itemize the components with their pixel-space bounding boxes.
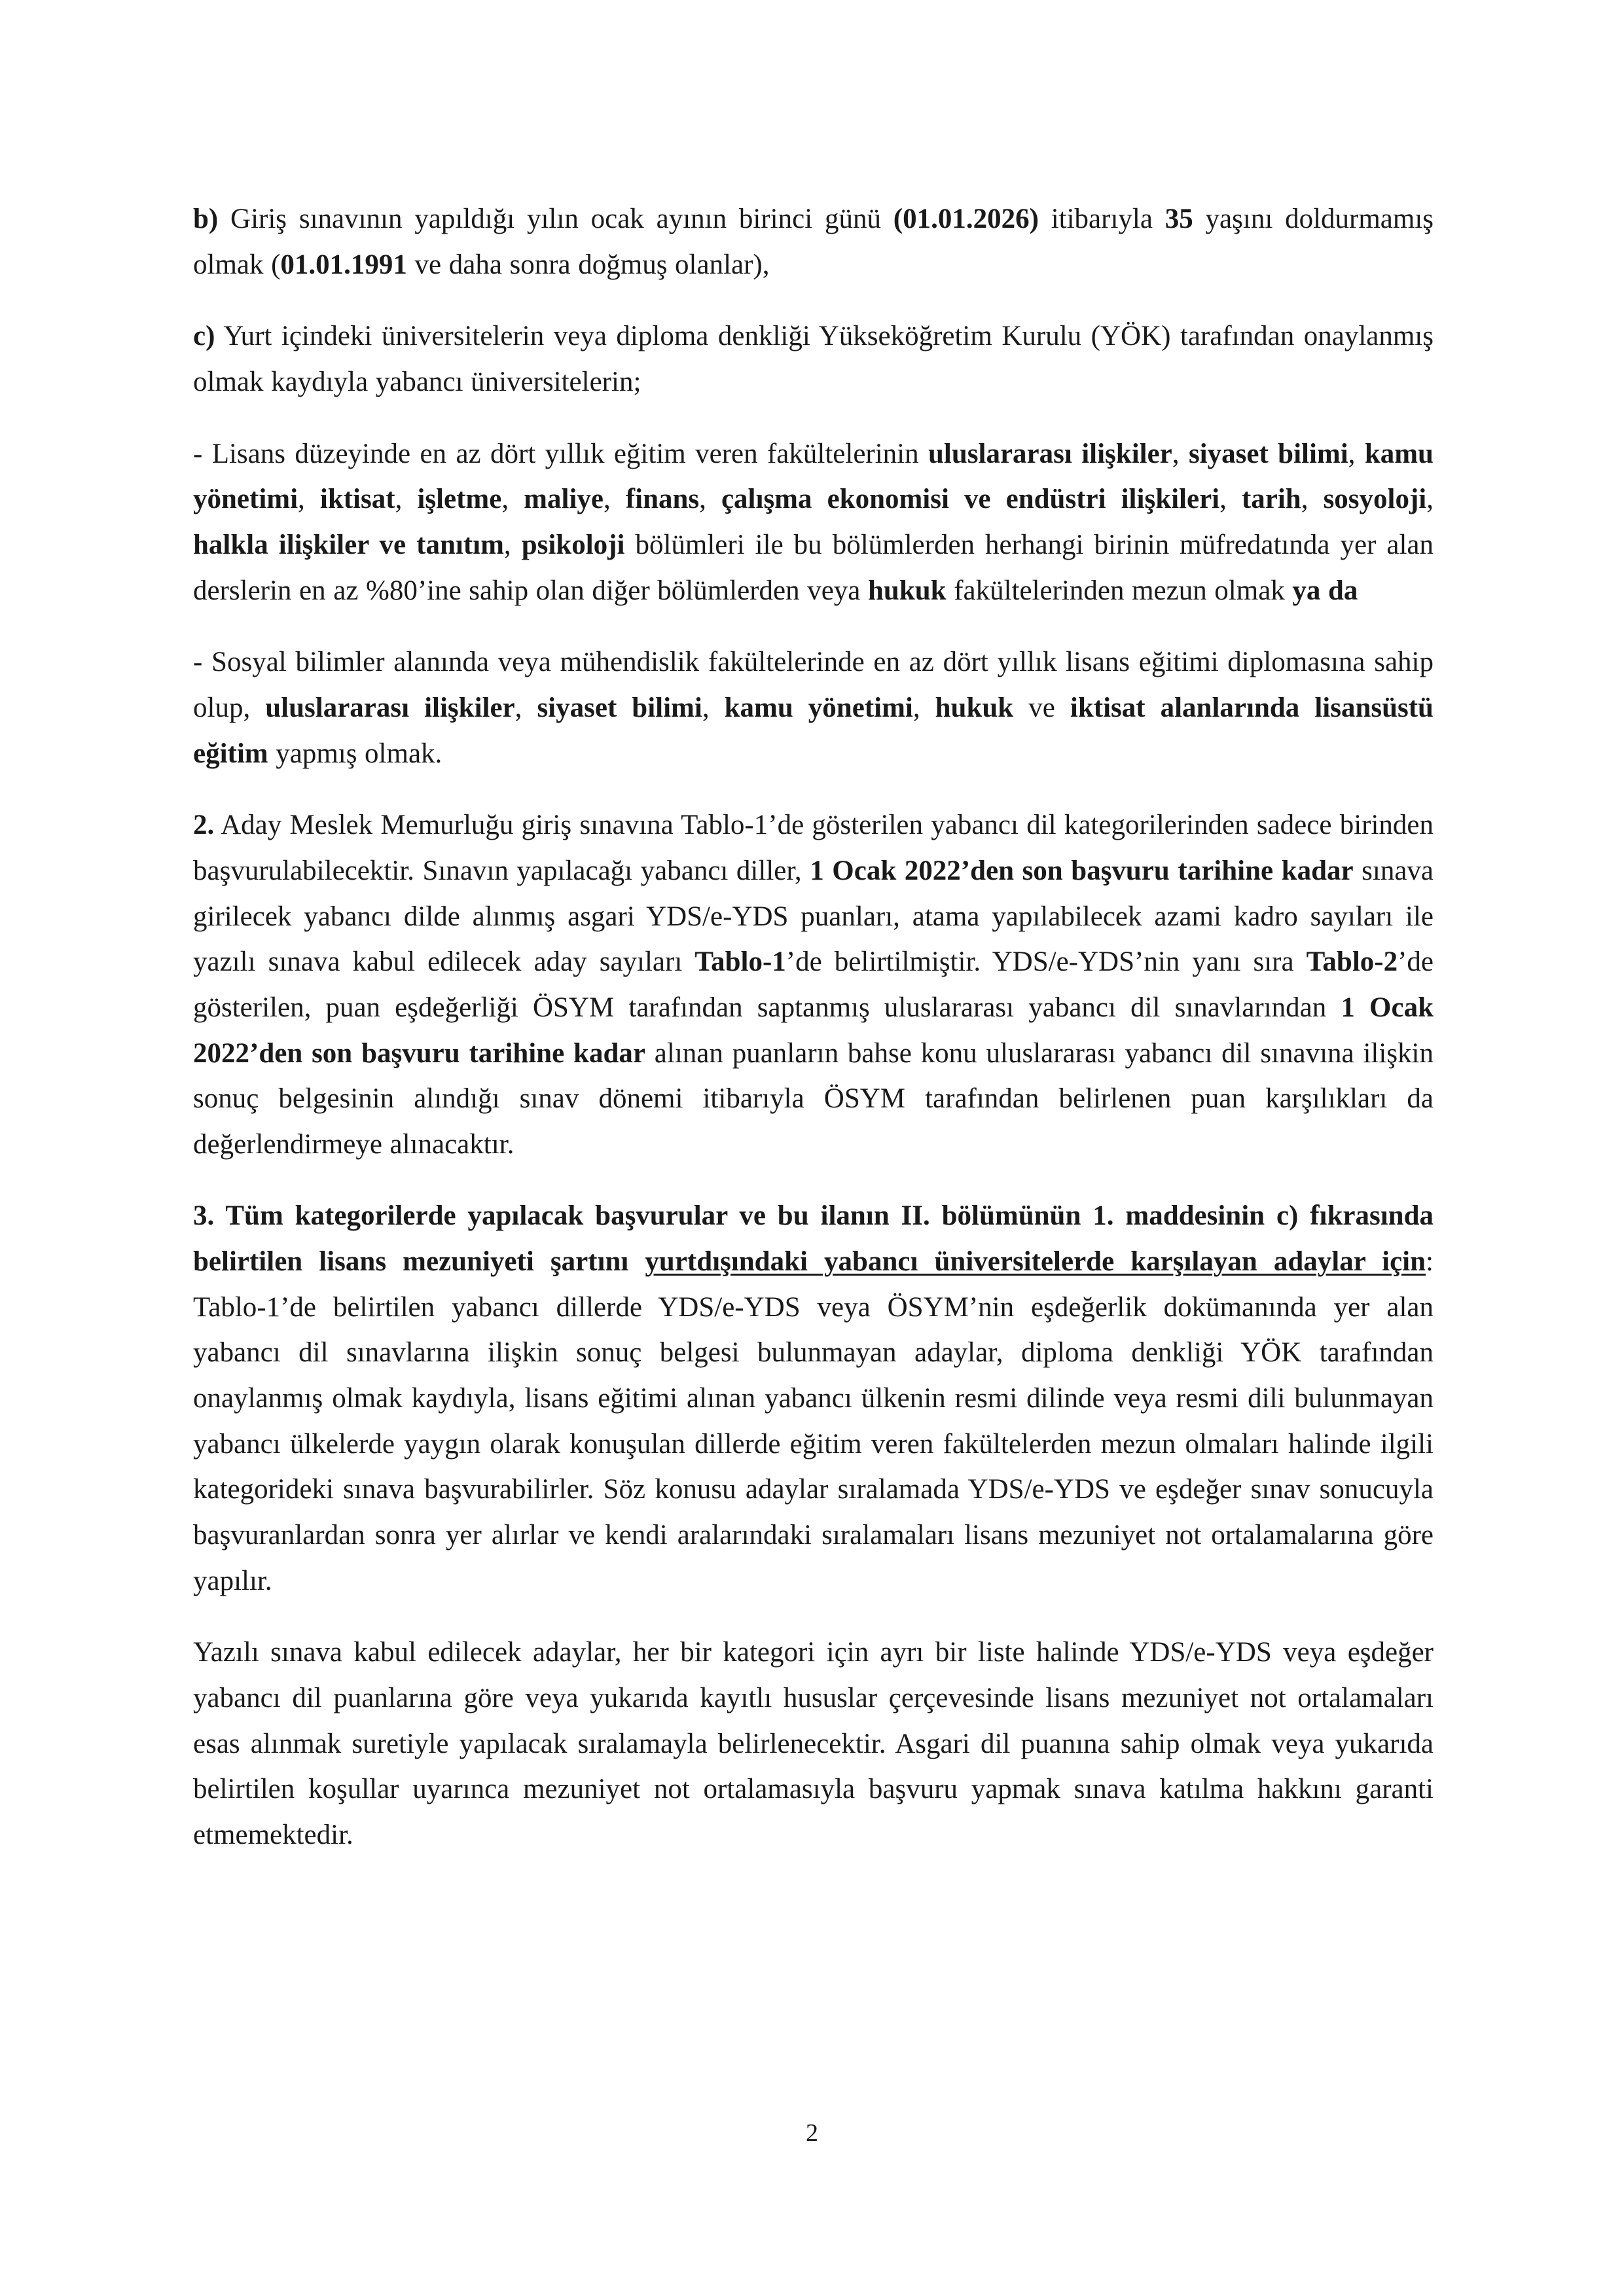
paragraph-item-2	[193, 802, 1434, 1167]
text-run: siyaset bilimi	[537, 692, 702, 723]
text-run: ve	[1013, 692, 1070, 723]
text-run: ,	[1301, 484, 1324, 515]
text-run: 35	[1164, 204, 1193, 234]
text-run: ,	[699, 484, 721, 515]
text-run: yapmış olmak.	[268, 738, 442, 769]
text-run: maliye	[524, 484, 604, 515]
text-run: siyaset bilimi	[1188, 438, 1348, 469]
paragraph-item-closing	[193, 1630, 1434, 1857]
text-run: bölümleri ile bu bölümlerden herhangi birinin müfredatında yer alan derslerin en az %80’ine sahip olan diğer bölümlerden veya	[193, 529, 1434, 606]
document-body	[193, 196, 1434, 1858]
text-run: ,	[912, 692, 935, 723]
text-run: 1 Ocak 2022’den son başvuru tarihine kadar	[810, 855, 1354, 886]
text-run: ,	[395, 484, 418, 515]
text-run: itibarıyla	[1038, 204, 1165, 234]
text-run: finans	[625, 484, 700, 515]
text-run: Giriş sınavının yapıldığı yılın ocak ayının birinci günü	[218, 204, 893, 234]
text-run: ,	[603, 484, 626, 515]
text-run: çalışma ekonomisi ve endüstri ilişkileri	[721, 484, 1220, 515]
text-run: alınan puanların bahse konu uluslararası yabancı dil sınavına ilişkin sonuç belgesinin alındığı sınav dönemi itibarıyla ÖSYM tarafından belirlenen puan karşılıkları da değerlendirmeye alınacaktır.	[193, 1037, 1434, 1160]
text-run: tarih	[1241, 484, 1301, 515]
page-number: 2	[806, 2119, 818, 2147]
text-run: 1 Ocak 2022’den son başvuru tarihine kadar	[193, 992, 1434, 1069]
paragraph-item-c-dash-1	[193, 431, 1434, 614]
text-run: iktisat	[319, 484, 395, 515]
text-run: yurtdışındaki yabancı üniversitelerde karşılayan adaylar için	[645, 1246, 1426, 1278]
text-run: hukuk	[868, 575, 947, 606]
text-run: psikoloji	[521, 529, 625, 560]
text-run: uluslararası ilişkiler	[928, 438, 1172, 469]
text-run: kamu yönetimi	[193, 438, 1434, 515]
text-run: ,	[702, 692, 725, 723]
text-run: kamu yönetimi	[724, 692, 913, 723]
text-run: sınava girilecek yabancı dilde alınmış asgari YDS/e-YDS puanları, atama yapılabilecek azami kadro sayıları ile yazılı sınava kabul edilecek aday sayıları	[193, 855, 1434, 978]
text-run: ya da	[1292, 575, 1358, 606]
text-run: ve daha sonra doğmuş olanlar),	[406, 249, 770, 280]
text-run: - Lisans düzeyinde en az dört yıllık eğitim veren fakültelerinin	[193, 438, 929, 469]
text-run: ,	[1348, 438, 1365, 469]
text-run: hukuk	[935, 692, 1014, 723]
text-run: ,	[298, 484, 320, 515]
text-run: ,	[1219, 484, 1242, 515]
text-run: yaşını doldurmamış olmak (	[193, 204, 1434, 280]
text-run: Tablo-1	[695, 946, 786, 978]
text-run: : Tablo-1’de belirtilen yabancı dillerde YDS/e-YDS veya ÖSYM’nin eşdeğerlik dokümanında yer alan yabancı dil sınavlarına ilişkin sonuç belgesi bulunmayan adaylar, diploma denkliği YÖK tarafından onaylanmış olmak kaydıyla, lisans eğitimi alınan yabancı ülkenin resmi dilinde veya resmi dili bulunmayan yabancı ülkelerde yaygın olarak konuşulan dillerde eğitim veren fakültelerden mezun olmaları halinde ilgili kategorideki sınava başvurabilirler. Söz konusu adaylar sıralamada YDS/e-YDS ve eşdeğer sınav sonucuyla başvuranlardan sonra yer alırlar ve kendi aralarındaki sıralamaları lisans mezuniyet not ortalamalarına göre yapılır.	[193, 1246, 1434, 1596]
text-run: sosyoloji	[1323, 484, 1427, 515]
text-run: Yazılı sınava kabul edilecek adaylar, her bir kategori için ayrı bir liste halinde YDS/e-YDS veya eşdeğer yabancı dil puanlarına göre veya yukarıda kayıtlı hususlar çerçevesinde lisans mezuniyet not ortalamaları esas alınmak suretiyle yapılacak sıralamayla belirlenecektir. Asgari dil puanına sahip olmak veya yukarıda belirtilen koşullar uyarınca mezuniyet not ortalamasıyla başvuru yapmak sınava katılma hakkını garanti etmemektedir.	[193, 1637, 1434, 1850]
text-run: ,	[514, 692, 537, 723]
text-run: Tablo-2	[1306, 946, 1398, 978]
text-run: Aday Meslek Memurluğu giriş sınavına Tablo-1’de gösterilen yabancı dil kategorilerinden sadece birinden başvurulabilecektir. Sınavın yapılacağı yabancı diller,	[193, 810, 1434, 886]
text-run: ’de belirtilmiştir. YDS/e-YDS’nin yanı sıra	[785, 946, 1307, 978]
text-run: - Sosyal bilimler alanında veya mühendislik fakültelerinde en az dört yıllık lisans eğitimi diplomasına sahip olup,	[193, 647, 1434, 723]
text-run: halkla ilişkiler ve tanıtım	[193, 529, 504, 560]
text-run: ,	[501, 484, 524, 515]
text-run: 01.01.1991	[280, 249, 407, 280]
paragraph-item-3	[193, 1193, 1434, 1604]
paragraph-item-c	[193, 314, 1434, 404]
text-run: ,	[1172, 438, 1189, 469]
paragraph-item-c-dash-2	[193, 639, 1434, 776]
text-run: Yurt içindeki üniversitelerin veya diploma denkliği Yükseköğretim Kurulu (YÖK) tarafından onaylanmış olmak kaydıyla yabancı üniversitelerin;	[193, 321, 1434, 397]
text-run: iktisat alanlarında lisansüstü eğitim	[193, 692, 1434, 769]
text-run: fakültelerinden mezun olmak	[946, 575, 1293, 606]
text-run: 2.	[193, 810, 215, 841]
text-run: 3. Tüm kategorilerde yapılacak başvurular ve bu ilanın II. bölümünün 1. maddesinin c) fıkrasında belirtilen lisans mezuniyeti şartını	[193, 1200, 1434, 1278]
paragraph-item-b	[193, 196, 1434, 287]
text-run: c)	[193, 321, 215, 352]
text-run: uluslararası ilişkiler	[265, 692, 515, 723]
text-run: ,	[503, 529, 522, 560]
text-run: (01.01.2026)	[893, 204, 1039, 234]
text-run: işletme	[417, 484, 502, 515]
text-run: ’de gösterilen, puan eşdeğerliği ÖSYM tarafından saptanmış uluslararası yabancı dil sınavlarından	[193, 946, 1434, 1023]
text-run: b)	[193, 204, 219, 234]
text-run: ,	[1426, 484, 1434, 515]
